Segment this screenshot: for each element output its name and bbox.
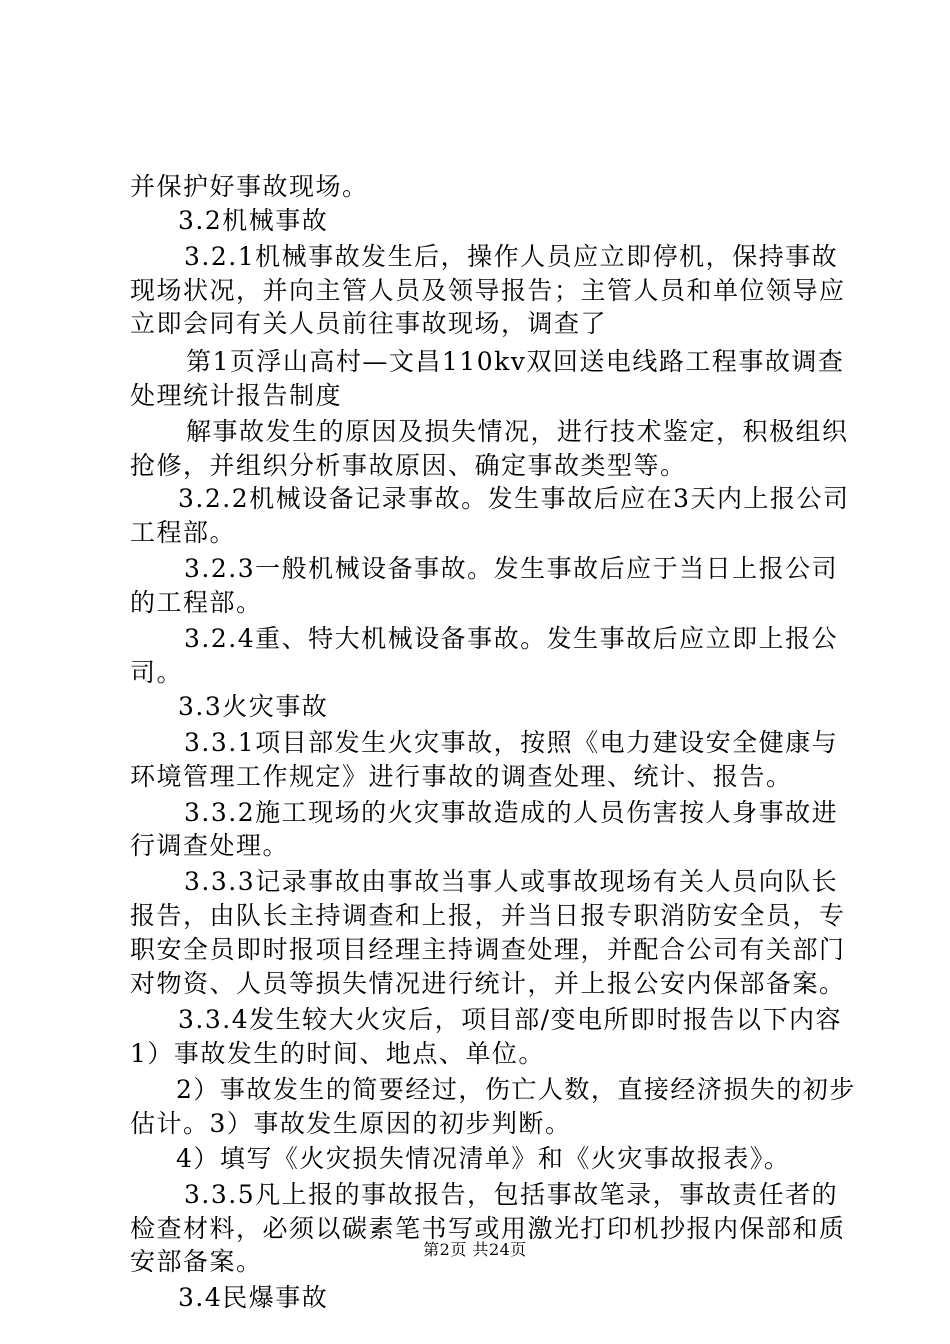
text-line: 对物资、人员等损失情况进行统计，并上报公安内保部备案。: [130, 969, 846, 998]
text-line: 3.2.1机械事故发生后，操作人员应立即停机，保持事故: [184, 242, 839, 271]
section-heading: 3.2机械事故: [178, 206, 329, 235]
text-line: 报告，由队长主持调查和上报，并当日报专职消防安全员，专: [130, 901, 846, 930]
text-line: 行调查处理。: [130, 831, 290, 860]
text-line: 并保护好事故现场。: [130, 172, 369, 201]
text-line: 4）填写《火灾损失情况清单》和《火灾事故报表》。: [176, 1144, 791, 1173]
text-line: 抢修，并组织分析事故原因、确定事故类型等。: [130, 451, 687, 480]
page-number: 第2页 共24页: [423, 1240, 527, 1259]
text-line: 3.3.5凡上报的事故报告，包括事故笔录，事故责任者的: [184, 1180, 839, 1209]
section-heading: 3.3火灾事故: [178, 692, 329, 721]
text-line: 3.3.3记录事故由事故当事人或事故现场有关人员向队长: [184, 867, 839, 896]
text-line: 司。: [130, 658, 184, 687]
text-line: 处理统计报告制度: [130, 381, 343, 410]
text-line: 解事故发生的原因及损失情况，进行技术鉴定，积极组织: [186, 417, 849, 446]
text-line: 工程部。: [130, 518, 237, 547]
text-line: 3.3.4发生较大火灾后，项目部/变电所即时报告以下内容: [178, 1005, 843, 1034]
page-footer: [0, 1240, 950, 1260]
text-line: 的工程部。: [130, 588, 263, 617]
text-line: 职安全员即时报项目经理主持调查处理，并配合公司有关部门: [130, 935, 846, 964]
text-line: 现场状况，并向主管人员及领导报告；主管人员和单位领导应: [130, 276, 846, 305]
text-line: 3.3.2施工现场的火灾事故造成的人员伤害按人身事故进: [184, 798, 839, 827]
text-line: 安部备案。: [130, 1247, 263, 1276]
text-line: 3.2.2机械设备记录事故。发生事故后应在3天内上报公司: [178, 484, 850, 513]
text-line: 3.3.1项目部发生火灾事故，按照《电力建设安全健康与: [184, 728, 839, 757]
section-heading: 3.4民爆事故: [178, 1283, 329, 1312]
text-line: 3.2.4重、特大机械设备事故。发生事故后应立即上报公: [184, 624, 839, 653]
text-line: 检查材料，必须以碳素笔书写或用激光打印机抄报内保部和质: [130, 1214, 846, 1243]
text-line: 立即会同有关人员前往事故现场，调查了: [130, 309, 608, 338]
text-line: 3.2.3一般机械设备事故。发生事故后应于当日上报公司: [184, 554, 839, 583]
text-line: 环境管理工作规定》进行事故的调查处理、统计、报告。: [130, 762, 793, 791]
text-line: 估计。3）事故发生原因的初步判断。: [130, 1109, 572, 1138]
text-line: 2）事故发生的简要经过，伤亡人数，直接经济损失的初步: [176, 1075, 856, 1104]
text-line: 1）事故发生的时间、地点、单位。: [130, 1039, 545, 1068]
text-line: 第1页浮山高村—文昌110kv双回送电线路工程事故调查: [186, 347, 845, 376]
